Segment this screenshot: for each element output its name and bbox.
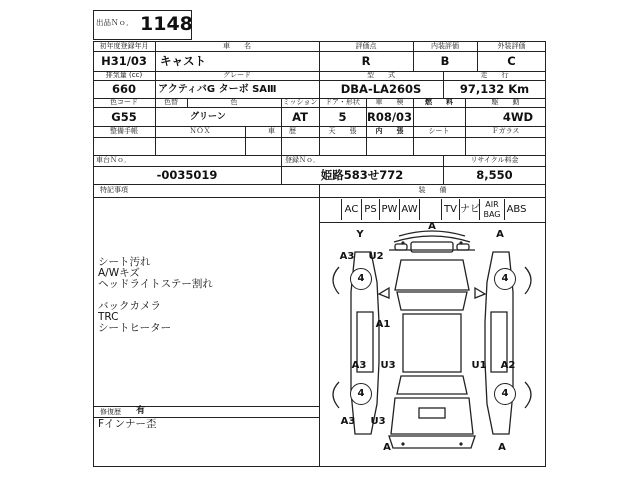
model-type-label: 型 式 <box>367 71 395 79</box>
equipment-item-8: ABS <box>504 199 528 220</box>
damage-y-front: Y <box>356 229 364 240</box>
door-label: ドア・形状 <box>325 98 360 106</box>
damage-u1-rear-right: U1 <box>471 360 487 371</box>
equipment-item-2: PW <box>379 199 399 220</box>
service-book-label: 整備手帳 <box>110 127 138 135</box>
displacement: 660 <box>111 82 136 96</box>
damage-a3-rear-left: A3 <box>351 360 367 371</box>
equipment-item-6: ナビ <box>459 199 479 220</box>
damage-a-front-right: A <box>496 229 504 240</box>
grade-label: グレード <box>223 71 251 79</box>
repair-history-label: 修復歴 <box>100 408 121 416</box>
mileage: 97,132 Km <box>459 82 530 96</box>
model-type: DBA-LA260S <box>340 82 422 96</box>
registration-number: 姫路583せ772 <box>320 168 404 182</box>
chassis-number: -0035019 <box>156 168 218 182</box>
interior-trim-label: 内 張 <box>375 127 404 135</box>
interior-grade: B <box>440 54 450 68</box>
repair-history: 有 <box>136 406 146 416</box>
equipment-item-0: AC <box>341 199 361 220</box>
recycle-fee-label: リサイクル料金 <box>470 156 519 164</box>
lot-number: 1148 <box>140 13 193 35</box>
color-code-label: 色コード <box>110 98 138 106</box>
registration-label: 登録Ｎｏ． <box>285 156 320 164</box>
color: グリーン <box>190 112 226 122</box>
damage-a-front: A <box>428 221 436 232</box>
drive-label: 駆 動 <box>491 98 520 106</box>
fuel-label: 燃 料 <box>425 98 453 106</box>
damage-u2-front-left: U2 <box>368 251 384 262</box>
nox-label: ＮＯＸ <box>189 127 211 135</box>
repaint-label: 色替 <box>164 98 178 106</box>
exterior-grade: C <box>507 54 516 68</box>
interior-grade-label: 内装評価 <box>431 42 459 50</box>
lot-number-label: 出品Ｎｏ． <box>96 18 134 27</box>
chassis-label: 車台Ｎｏ． <box>96 156 131 164</box>
mission: AT <box>292 110 308 124</box>
inspection-label: 車 検 <box>375 98 404 106</box>
history-label: 車 歴 <box>268 127 296 135</box>
inspection: R08/03 <box>366 110 413 124</box>
color-code: G55 <box>111 110 137 124</box>
score-label: 評価点 <box>355 42 377 50</box>
doors: 5 <box>338 110 347 124</box>
equipment-label: 装 備 <box>418 186 447 194</box>
equipment-item-4 <box>419 199 441 220</box>
color-label: 色 <box>230 98 238 106</box>
first-registration-label: 初年度登録年月 <box>99 42 149 50</box>
recycle-fee: 8,550 <box>476 168 513 182</box>
mileage-label: 走 行 <box>480 71 509 79</box>
grade: アクティバG ターボ SAⅢ <box>158 84 277 95</box>
damage-a-rear-right: A <box>498 442 506 453</box>
notes-text: シート汚れ A/Wキズ ヘッドライトステー割れ バックカメラ TRC シートヒーター <box>98 256 213 334</box>
damage-a1-roof-left: A1 <box>375 319 391 330</box>
exterior-grade-label: 外装評価 <box>497 42 526 50</box>
tire-front-left: 4 <box>350 268 372 290</box>
model-name: キャスト <box>160 54 206 68</box>
displacement-label: 排気量 (cc) <box>105 71 143 79</box>
equipment-item-5: TV <box>441 199 459 220</box>
equipment-item-1: PS <box>361 199 379 220</box>
damage-a3-front-left: A3 <box>339 251 355 262</box>
damage-u3-rear: U3 <box>370 416 386 427</box>
notes-label: 特記事項 <box>100 186 128 194</box>
equipment-item-3: AW <box>399 199 419 220</box>
damage-u3-rear-left: U3 <box>380 360 396 371</box>
roof-label: 天 張 <box>328 127 357 135</box>
damage-a3-rear: A3 <box>340 416 356 427</box>
repair-note: Fインナー歪 <box>98 418 157 430</box>
equipment-item-7: AIR BAG <box>479 199 504 220</box>
tire-rear-left: 4 <box>350 383 372 405</box>
seat-label: シート <box>428 127 450 135</box>
first-registration: H31/03 <box>101 54 147 68</box>
mission-label: ミッション <box>282 98 318 106</box>
damage-a-rear-left: A <box>383 442 391 453</box>
tire-rear-right: 4 <box>494 383 516 405</box>
drive: 4WD <box>502 110 534 124</box>
model-label: 車 名 <box>223 42 251 50</box>
damage-a2-rear-right: A2 <box>500 360 516 371</box>
score: R <box>361 54 371 68</box>
glass-label: Ｆガラス <box>491 127 520 135</box>
tire-front-right: 4 <box>494 268 516 290</box>
